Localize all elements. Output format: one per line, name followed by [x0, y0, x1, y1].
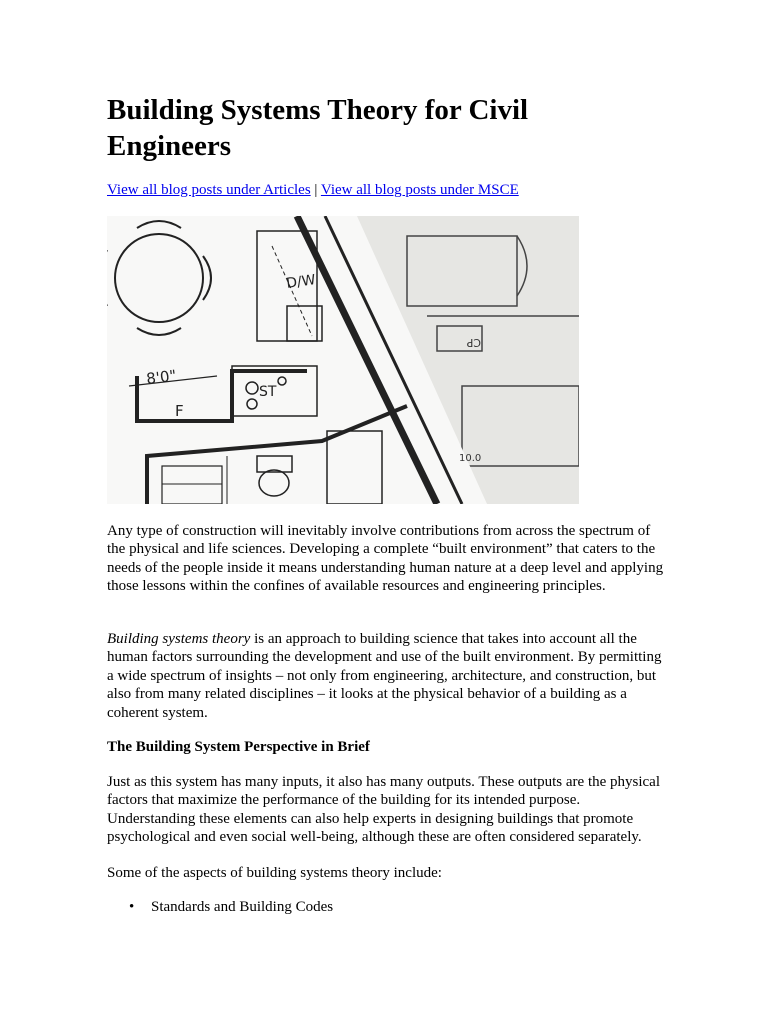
definition-term: Building systems theory: [107, 631, 251, 647]
aspects-intro-paragraph: Some of the aspects of building systems theory include:: [107, 865, 442, 881]
bullet-icon: •: [129, 899, 135, 915]
definition-paragraph: [107, 630, 667, 722]
plan-label-cp: CP: [466, 336, 481, 349]
category-links: [107, 181, 519, 199]
plan-label-sink: ST: [259, 384, 277, 400]
aspects-list: [107, 898, 333, 916]
section-heading: The Building System Perspective in Brief: [107, 739, 370, 755]
intro-paragraph: Any type of construction will inevitably involve contributions from across the spectrum of the physical and life sciences. Developing a complete “built environment” that caters to the needs of the people inside it means understanding human nature at a deep level and applying those lessons within the confines of available resources and engineering principles.: [107, 523, 664, 595]
articles-link[interactable]: View all blog posts under Articles: [107, 182, 311, 198]
msce-link[interactable]: View all blog posts under MSCE: [320, 182, 519, 198]
plan-label-measure: 10.0: [459, 453, 482, 464]
list-item: [107, 898, 333, 916]
page-title: Building Systems Theory for Civil Engineers: [107, 94, 529, 162]
link-separator: |: [310, 182, 321, 198]
definition-text: is an approach to building science that takes into account all the human factors surrounding the development and use of the built environment. By permitting a wide spectrum of insights – not only from engineering, architecture, and construction, but also from many related disciplines – it looks at the physical behavior of a building as a coherent system.: [107, 631, 662, 721]
floor-plan-image: [107, 216, 579, 504]
outputs-paragraph: Just as this system has many inputs, it also has many outputs. These outputs are the physical factors that maximize the performance of the building for its intended purpose. Understanding these elements can also help experts in designing buildings that promote psychological and even social well-being, although these are often considered separately.: [107, 774, 661, 846]
list-item-label: Standards and Building Codes: [151, 899, 334, 915]
plan-label-fridge: F: [175, 402, 184, 420]
plan-label-dimension: 8'0": [145, 366, 178, 388]
plan-label-dw: D/W: [285, 272, 317, 292]
